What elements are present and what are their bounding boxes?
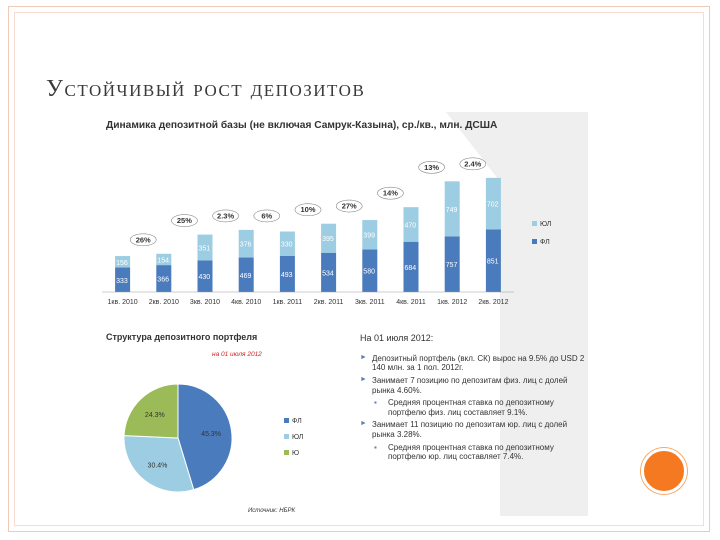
growth-label: 25%	[176, 216, 192, 226]
info-bullet	[360, 354, 590, 373]
bullet-arrow-icon: ►	[360, 375, 367, 383]
data-label-fl: 534	[322, 270, 334, 278]
growth-label: 27%	[341, 201, 357, 211]
pie-legend	[284, 418, 304, 457]
pie-group	[124, 384, 232, 492]
data-label-yul: 330	[280, 241, 293, 249]
pie-source: Источник: НБРК	[248, 508, 295, 514]
info-bullet-text: Занимает 7 позицию по депозитам физ. лиц с долей рынка 4.60%.	[372, 375, 568, 395]
data-label-yul: 154	[157, 257, 169, 265]
growth-label: 26%	[135, 235, 151, 245]
x-tick-label: 1кв. 2011	[272, 299, 303, 306]
x-tick-label: 2кв. 2011	[313, 299, 344, 306]
growth-label: 13%	[424, 162, 440, 172]
info-sub-bullet-text: Средняя процентная ставка по депозитному портфелю юр. лиц составляет 7.4%.	[388, 442, 554, 462]
pie-legend-swatch	[284, 450, 289, 455]
data-label-fl: 366	[157, 276, 169, 284]
data-label-yul: 749	[445, 206, 458, 214]
data-label-yul: 156	[116, 259, 128, 267]
legend-label-yul: ЮЛ	[540, 221, 552, 228]
pie-slice-label: 24.3%	[144, 411, 165, 419]
data-label-yul: 376	[239, 241, 252, 249]
pie-legend-label: ФЛ	[292, 418, 302, 425]
bullet-arrow-icon: ►	[360, 420, 367, 428]
pie-slice-label: 45.3%	[201, 431, 222, 439]
info-bullet	[360, 420, 590, 439]
growth-label: 14%	[382, 188, 398, 198]
x-tick-label: 4кв. 2011	[396, 299, 426, 306]
x-tick-label: 2кв. 2012	[478, 299, 509, 306]
info-sub-bullet-text: Средняя процентная ставка по депозитному портфелю физ. лиц составляет 9.1%.	[388, 398, 554, 417]
data-label-fl: 430	[198, 274, 211, 282]
bullet-square-icon: ▪	[374, 398, 377, 408]
data-label-yul: 470	[404, 222, 417, 230]
data-label-yul: 395	[322, 236, 334, 244]
info-bullet-text: Депозитный портфель (вкл. СК) вырос на 9.5% до USD 2 140 млн. за 1 пол. 2012г.	[372, 353, 585, 373]
info-header: На 01 июля 2012:	[360, 333, 434, 343]
growth-label: 2.4%	[464, 159, 482, 169]
data-label-yul: 399	[363, 232, 375, 240]
x-tick-label: 4кв. 2010	[231, 299, 262, 306]
growth-label: 2.3%	[217, 211, 235, 221]
x-tick-label: 1кв. 2010	[107, 299, 138, 306]
data-label-fl: 469	[239, 272, 252, 280]
data-label-fl: 333	[116, 277, 128, 285]
pie-legend-swatch	[284, 418, 289, 423]
bullet-square-icon: ▪	[374, 442, 377, 452]
portfolio-structure-chart	[102, 326, 352, 516]
x-tick-label: 3кв. 2010	[189, 299, 221, 306]
data-label-fl: 851	[486, 258, 499, 266]
pie-legend-swatch	[284, 434, 289, 439]
legend-swatch-fl	[532, 239, 537, 244]
info-bullet-text: Занимает 11 позицию по депозитам юр. лиц с долей рынка 3.28%.	[372, 420, 568, 439]
data-label-fl: 580	[363, 268, 375, 276]
data-label-yul: 351	[198, 245, 211, 253]
data-label-fl: 493	[280, 271, 293, 279]
pie-legend-label: Ю	[292, 450, 300, 457]
data-label-yul: 702	[486, 201, 499, 209]
growth-label: 10%	[300, 205, 316, 215]
growth-label: 6%	[261, 211, 273, 221]
pie-chart-date: на 01 июля 2012	[212, 351, 262, 358]
deposit-dynamics-chart	[102, 116, 552, 316]
info-sub-bullet	[360, 398, 590, 417]
info-bullet	[360, 376, 590, 395]
x-tick-label: 3кв. 2011	[354, 299, 385, 306]
slide-title: Устойчивый рост депозитов	[46, 76, 366, 102]
data-label-fl: 757	[445, 262, 458, 270]
pie-legend-label: ЮЛ	[292, 434, 304, 441]
pie-chart-title: Структура депозитного портфеля	[106, 332, 258, 342]
legend-swatch-yul	[532, 221, 537, 226]
data-label-fl: 684	[404, 264, 417, 272]
info-panel	[360, 333, 590, 465]
legend-label-fl: ФЛ	[540, 239, 550, 246]
x-tick-label: 2кв. 2010	[148, 299, 179, 306]
info-sub-bullet	[360, 443, 590, 462]
bar-chart-title: Динамика депозитной базы (не включая Самрук-Казына), ср./кв., млн. ДСША	[106, 120, 498, 131]
x-tick-label: 1кв. 2012	[437, 299, 468, 306]
pie-slice-label: 30.4%	[147, 462, 168, 470]
bar-group	[108, 158, 509, 306]
bullet-arrow-icon: ►	[360, 353, 367, 361]
decorative-orange-circle	[641, 448, 687, 494]
